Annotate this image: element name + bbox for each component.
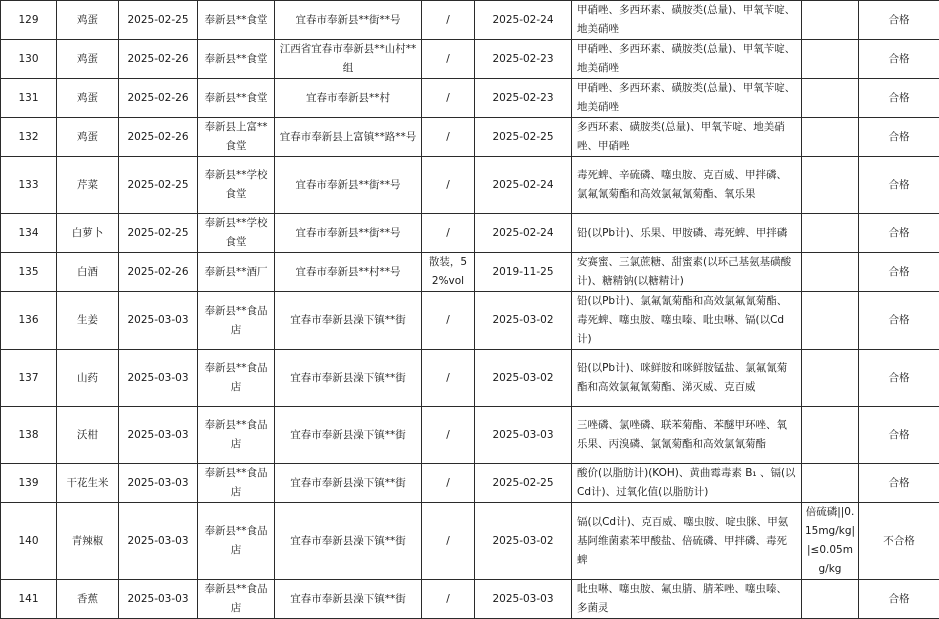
sampled-entity-cell: 奉新县**学校食堂 bbox=[198, 214, 275, 253]
row-number-cell: 133 bbox=[1, 157, 57, 214]
specification-cell: / bbox=[422, 1, 475, 40]
specification-cell: / bbox=[422, 407, 475, 464]
table-row bbox=[1, 253, 939, 292]
sample-name-cell: 鸡蛋 bbox=[57, 118, 119, 157]
sample-name-cell: 鸡蛋 bbox=[57, 1, 119, 40]
result-cell: 合格 bbox=[859, 118, 939, 157]
result-cell: 合格 bbox=[859, 350, 939, 407]
sampling-date-cell: 2025-03-03 bbox=[119, 407, 198, 464]
sample-name-cell: 山药 bbox=[57, 350, 119, 407]
sample-name-cell: 芹菜 bbox=[57, 157, 119, 214]
sampling-date-cell: 2025-03-03 bbox=[119, 292, 198, 350]
specification-cell: / bbox=[422, 157, 475, 214]
table-row bbox=[1, 503, 939, 580]
sampling-date-cell: 2025-03-03 bbox=[119, 580, 198, 619]
sampling-date-cell: 2025-03-03 bbox=[119, 503, 198, 580]
result-cell: 合格 bbox=[859, 214, 939, 253]
row-number-cell: 132 bbox=[1, 118, 57, 157]
nonconforming-item-cell bbox=[802, 118, 859, 157]
table-row bbox=[1, 118, 939, 157]
sampled-entity-cell: 奉新县**食品店 bbox=[198, 580, 275, 619]
table-row bbox=[1, 292, 939, 350]
production-date-cell: 2025-02-24 bbox=[475, 157, 572, 214]
nonconforming-item-cell: 倍硫磷||0.15mg/kg||≤0.05mg/kg bbox=[802, 503, 859, 580]
result-cell: 合格 bbox=[859, 292, 939, 350]
table-row bbox=[1, 79, 939, 118]
sampled-entity-cell: 奉新县**食品店 bbox=[198, 407, 275, 464]
row-number-cell: 130 bbox=[1, 40, 57, 79]
table-body bbox=[1, 1, 939, 619]
table-row bbox=[1, 350, 939, 407]
result-cell: 不合格 bbox=[859, 503, 939, 580]
nonconforming-item-cell bbox=[802, 464, 859, 503]
nonconforming-item-cell bbox=[802, 253, 859, 292]
nonconforming-item-cell bbox=[802, 1, 859, 40]
test-items-cell: 铅(以Pb计)、氯氟氰菊酯和高效氯氟氰菊酯、毒死蜱、噻虫胺、噻虫嗪、吡虫啉、镉(以Cd计) bbox=[572, 292, 802, 350]
sample-name-cell: 青辣椒 bbox=[57, 503, 119, 580]
sampling-date-cell: 2025-02-26 bbox=[119, 40, 198, 79]
sample-name-cell: 白酒 bbox=[57, 253, 119, 292]
production-date-cell: 2025-02-24 bbox=[475, 214, 572, 253]
test-items-cell: 甲硝唑、多西环素、磺胺类(总量)、甲氧苄啶、地美硝唑 bbox=[572, 1, 802, 40]
specification-cell: / bbox=[422, 40, 475, 79]
result-cell: 合格 bbox=[859, 464, 939, 503]
entity-address-cell: 宜春市奉新县澡下镇**街 bbox=[275, 292, 422, 350]
production-date-cell: 2019-11-25 bbox=[475, 253, 572, 292]
nonconforming-item-cell bbox=[802, 580, 859, 619]
test-items-cell: 安赛蜜、三氯蔗糖、甜蜜素(以环己基氨基磺酸计)、糖精钠(以糖精计) bbox=[572, 253, 802, 292]
row-number-cell: 131 bbox=[1, 79, 57, 118]
nonconforming-item-cell bbox=[802, 157, 859, 214]
sample-name-cell: 鸡蛋 bbox=[57, 40, 119, 79]
entity-address-cell: 宜春市奉新县**村 bbox=[275, 79, 422, 118]
table-row bbox=[1, 40, 939, 79]
entity-address-cell: 宜春市奉新县**村**号 bbox=[275, 253, 422, 292]
entity-address-cell: 宜春市奉新县**街**号 bbox=[275, 1, 422, 40]
entity-address-cell: 宜春市奉新县澡下镇**街 bbox=[275, 503, 422, 580]
table-row bbox=[1, 407, 939, 464]
test-items-cell: 酸价(以脂肪计)(KOH)、黄曲霉毒素 B₁ 、镉(以Cd计)、过氧化值(以脂肪计) bbox=[572, 464, 802, 503]
entity-address-cell: 宜春市奉新县**街**号 bbox=[275, 214, 422, 253]
production-date-cell: 2025-02-24 bbox=[475, 1, 572, 40]
row-number-cell: 140 bbox=[1, 503, 57, 580]
entity-address-cell: 宜春市奉新县澡下镇**街 bbox=[275, 580, 422, 619]
production-date-cell: 2025-02-23 bbox=[475, 79, 572, 118]
production-date-cell: 2025-02-25 bbox=[475, 118, 572, 157]
entity-address-cell: 江西省宜春市奉新县**山村**组 bbox=[275, 40, 422, 79]
row-number-cell: 135 bbox=[1, 253, 57, 292]
nonconforming-item-cell bbox=[802, 407, 859, 464]
result-cell: 合格 bbox=[859, 157, 939, 214]
table-row bbox=[1, 1, 939, 40]
sample-name-cell: 白萝卜 bbox=[57, 214, 119, 253]
test-items-cell: 甲硝唑、多西环素、磺胺类(总量)、甲氧苄啶、地美硝唑 bbox=[572, 79, 802, 118]
sampled-entity-cell: 奉新县**食堂 bbox=[198, 40, 275, 79]
production-date-cell: 2025-02-25 bbox=[475, 464, 572, 503]
entity-address-cell: 宜春市奉新县澡下镇**街 bbox=[275, 407, 422, 464]
row-number-cell: 134 bbox=[1, 214, 57, 253]
production-date-cell: 2025-03-02 bbox=[475, 292, 572, 350]
nonconforming-item-cell bbox=[802, 350, 859, 407]
sample-name-cell: 鸡蛋 bbox=[57, 79, 119, 118]
sampled-entity-cell: 奉新县**酒厂 bbox=[198, 253, 275, 292]
specification-cell: / bbox=[422, 292, 475, 350]
sampled-entity-cell: 奉新县**食品店 bbox=[198, 503, 275, 580]
sampled-entity-cell: 奉新县**食品店 bbox=[198, 350, 275, 407]
test-items-cell: 铅(以Pb计)、乐果、甲胺磷、毒死蜱、甲拌磷 bbox=[572, 214, 802, 253]
sampled-entity-cell: 奉新县**食堂 bbox=[198, 1, 275, 40]
sampled-entity-cell: 奉新县**学校食堂 bbox=[198, 157, 275, 214]
specification-cell: / bbox=[422, 580, 475, 619]
nonconforming-item-cell bbox=[802, 40, 859, 79]
sampling-date-cell: 2025-03-03 bbox=[119, 350, 198, 407]
specification-cell: / bbox=[422, 350, 475, 407]
test-items-cell: 毒死蜱、辛硫磷、噻虫胺、克百威、甲拌磷、氯氟氰菊酯和高效氯氟氰菊酯、氧乐果 bbox=[572, 157, 802, 214]
sampling-date-cell: 2025-03-03 bbox=[119, 464, 198, 503]
row-number-cell: 139 bbox=[1, 464, 57, 503]
entity-address-cell: 宜春市奉新县上富镇**路**号 bbox=[275, 118, 422, 157]
test-items-cell: 铅(以Pb计)、咪鲜胺和咪鲜胺锰盐、氯氟氰菊酯和高效氯氟氰菊酯、涕灭威、克百威 bbox=[572, 350, 802, 407]
sample-name-cell: 生姜 bbox=[57, 292, 119, 350]
result-cell: 合格 bbox=[859, 580, 939, 619]
result-cell: 合格 bbox=[859, 79, 939, 118]
specification-cell: / bbox=[422, 464, 475, 503]
result-cell: 合格 bbox=[859, 40, 939, 79]
row-number-cell: 136 bbox=[1, 292, 57, 350]
production-date-cell: 2025-03-03 bbox=[475, 580, 572, 619]
row-number-cell: 137 bbox=[1, 350, 57, 407]
sample-name-cell: 沃柑 bbox=[57, 407, 119, 464]
nonconforming-item-cell bbox=[802, 292, 859, 350]
sampled-entity-cell: 奉新县**食品店 bbox=[198, 292, 275, 350]
sampled-entity-cell: 奉新县**食堂 bbox=[198, 79, 275, 118]
specification-cell: 散装，52%vol bbox=[422, 253, 475, 292]
sample-name-cell: 干花生米 bbox=[57, 464, 119, 503]
row-number-cell: 141 bbox=[1, 580, 57, 619]
row-number-cell: 138 bbox=[1, 407, 57, 464]
production-date-cell: 2025-03-02 bbox=[475, 503, 572, 580]
entity-address-cell: 宜春市奉新县澡下镇**街 bbox=[275, 464, 422, 503]
row-number-cell: 129 bbox=[1, 1, 57, 40]
table-row bbox=[1, 464, 939, 503]
specification-cell: / bbox=[422, 79, 475, 118]
result-cell: 合格 bbox=[859, 253, 939, 292]
sampled-entity-cell: 奉新县**食品店 bbox=[198, 464, 275, 503]
sampling-date-cell: 2025-02-26 bbox=[119, 79, 198, 118]
production-date-cell: 2025-03-02 bbox=[475, 350, 572, 407]
test-items-cell: 吡虫啉、噻虫胺、氟虫腈、腈苯唑、噻虫嗪、多菌灵 bbox=[572, 580, 802, 619]
table-row bbox=[1, 214, 939, 253]
test-items-cell: 镉(以Cd计)、克百威、噻虫胺、啶虫脒、甲氨基阿维菌素苯甲酸盐、倍硫磷、甲拌磷、毒死蜱 bbox=[572, 503, 802, 580]
entity-address-cell: 宜春市奉新县澡下镇**街 bbox=[275, 350, 422, 407]
sampled-entity-cell: 奉新县上富**食堂 bbox=[198, 118, 275, 157]
specification-cell: / bbox=[422, 118, 475, 157]
test-items-cell: 多西环素、磺胺类(总量)、甲氧苄啶、地美硝唑、甲硝唑 bbox=[572, 118, 802, 157]
sample-name-cell: 香蕉 bbox=[57, 580, 119, 619]
sampling-date-cell: 2025-02-26 bbox=[119, 253, 198, 292]
specification-cell: / bbox=[422, 503, 475, 580]
sampling-date-cell: 2025-02-26 bbox=[119, 118, 198, 157]
entity-address-cell: 宜春市奉新县**街**号 bbox=[275, 157, 422, 214]
sampling-date-cell: 2025-02-25 bbox=[119, 157, 198, 214]
table-row bbox=[1, 580, 939, 619]
nonconforming-item-cell bbox=[802, 214, 859, 253]
sampling-date-cell: 2025-02-25 bbox=[119, 1, 198, 40]
sampling-date-cell: 2025-02-25 bbox=[119, 214, 198, 253]
production-date-cell: 2025-02-23 bbox=[475, 40, 572, 79]
nonconforming-item-cell bbox=[802, 79, 859, 118]
result-cell: 合格 bbox=[859, 407, 939, 464]
table-row bbox=[1, 157, 939, 214]
test-items-cell: 三唑磷、氯唑磷、联苯菊酯、苯醚甲环唑、氧乐果、丙溴磷、氯氰菊酯和高效氯氰菊酯 bbox=[572, 407, 802, 464]
result-cell: 合格 bbox=[859, 1, 939, 40]
test-items-cell: 甲硝唑、多西环素、磺胺类(总量)、甲氧苄啶、地美硝唑 bbox=[572, 40, 802, 79]
specification-cell: / bbox=[422, 214, 475, 253]
production-date-cell: 2025-03-03 bbox=[475, 407, 572, 464]
